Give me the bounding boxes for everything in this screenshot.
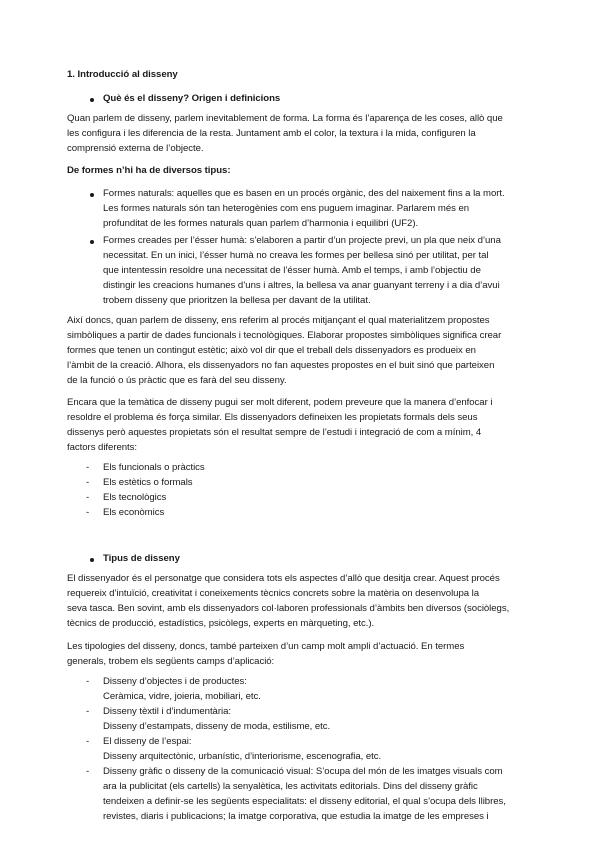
list-item: Els funcionals o pràctics [103, 462, 205, 473]
section-title: Què és el disseny? Origen i definicions [103, 93, 281, 104]
list-item-detail: Ceràmica, vidre, joieria, mobiliari, etc. [103, 691, 261, 702]
list-item-detail: Disseny arquitectònic, urbanístic, d’interiorisme, escenografia, etc. [103, 751, 382, 762]
bullet-icon [90, 240, 94, 244]
dash-marker: - [86, 766, 90, 777]
subheading: De formes n’hi ha de diversos tipus: [67, 165, 231, 176]
page-heading: 1. Introducció al disseny [67, 69, 178, 80]
list-item: Disseny d’objectes i de productes: [103, 676, 247, 687]
list-item: Els tecnològics [103, 492, 167, 503]
bullet-icon [90, 193, 94, 197]
text-line: generals, trobem els següents camps d’aplicació: [67, 656, 275, 667]
text-line: Quan parlem de disseny, parlem inevitablement de forma. La forma és l’aparença de les coses, allò que [67, 113, 503, 124]
text-line: El dissenyador és el personatge que considera tots els aspectes d’allò que desitja crear. Aquest procés [67, 573, 500, 584]
text-line: profunditat de les formes naturals quan parlem d’harmonia i equilibri (UF2). [103, 218, 419, 229]
section-title: Tipus de disseny [103, 553, 180, 564]
text-line: comprensió externa de l’objecte. [67, 143, 204, 154]
text-line: Així doncs, quan parlem de disseny, ens referim al procés mitjançant el qual materialitzem propostes [67, 315, 490, 326]
list-item: Disseny gràfic o disseny de la comunicació visual: S’ocupa del món de les imatges visuals com [103, 766, 503, 777]
dash-marker: - [86, 507, 90, 518]
dash-marker: - [86, 706, 90, 717]
text-line: distingir les creacions humanes d’uns i altres, la bellesa va anar guanyant terreny i a dia d’avui [103, 280, 500, 291]
text-line: dissenys però aquestes propietats són el resultat sempre de l’estudi i integració de com a mínim, 4 [67, 427, 482, 438]
text-line: simbòliques a partir de dades funcionals i tecnològiques. Elaborar propostes simbòliques significa crear [67, 330, 502, 341]
text-line: seva tasca. Ben sovint, amb els dissenyadors col·laboren professionals d’àmbits ben diversos (sociòlegs, [67, 603, 510, 614]
dash-marker: - [86, 462, 90, 473]
text-line: tècnics de producció, estadístics, psicòlegs, experts en màrqueting, etc.). [67, 618, 375, 629]
text-line: trobem disseny que prioritzen la bellesa per davant de la utilitat. [103, 295, 371, 306]
list-item-detail: Disseny d’estampats, disseny de moda, estilisme, etc. [103, 721, 331, 732]
text-line: resoldre el problema és força similar. Els dissenyadors defineixen les propietats formals dels seus [67, 412, 478, 423]
text-line: l’àmbit de la creació. Alhora, els dissenyadors no fan aquestes propostes en el buit sinó que parteixen [67, 360, 495, 371]
list-item: Els econòmics [103, 507, 165, 518]
list-item-detail: ara la publicitat (els cartells) la senyalètica, les activitats editorials. Dins del disseny gràfic [103, 781, 478, 792]
list-item: Els estètics o formals [103, 477, 193, 488]
text-line: requereix d’intuïció, creativitat i coneixements tècnics concrets sobre la matèria on desenvolupa la [67, 588, 480, 599]
text-line: de la funció o ús pràctic que es farà del seu disseny. [67, 375, 287, 386]
dash-marker: - [86, 477, 90, 488]
dash-marker: - [86, 676, 90, 687]
text-line: factors diferents: [67, 442, 138, 453]
text-line: que intentessin resoldre una necessitat de l’ésser humà. Amb el temps, i amb l’objectiu de [103, 265, 481, 276]
text-line: Formes creades per l’ésser humà: s’elaboren a partir d’un projecte previ, un pla que neix d’una [103, 235, 501, 246]
text-line: necessitat. En un inici, l’ésser humà no creava les formes per bellesa sinó per utilitat, per tal [103, 250, 489, 261]
list-item-detail: tendeixen a definir-se les següents especialitats: el disseny editorial, el qual s’ocupa dels llibres, [103, 796, 506, 807]
dash-marker: - [86, 736, 90, 747]
list-item: Disseny tèxtil i d’indumentària: [103, 706, 231, 717]
bullet-icon [90, 98, 94, 102]
text-line: les configura i les diferencia de la resta. Juntament amb el color, la textura i la mida, configuren la [67, 128, 476, 139]
text-line: Les formes naturals són tan heterogènies com ens puguem imaginar. Parlarem més en [103, 203, 470, 214]
text-line: Les tipologies del disseny, doncs, també parteixen d’un camp molt ampli d’actuació. En termes [67, 641, 465, 652]
text-line: formes que tenen un contingut estètic; això vol dir que el treball dels dissenyadors es produeix en [67, 345, 476, 356]
bullet-icon [90, 558, 94, 562]
text-line: Encara que la temàtica de disseny pugui ser molt diferent, podem preveure que la manera d’enfocar i [67, 397, 493, 408]
list-item: El disseny de l’espai: [103, 736, 192, 747]
list-item-detail: revistes, diaris i publicacions; la imatge corporativa, que estudia la imatge de les empreses i [103, 811, 489, 822]
dash-marker: - [86, 492, 90, 503]
text-line: Formes naturals: aquelles que es basen en un procés orgànic, des del naixement fins a la mort. [103, 188, 505, 199]
